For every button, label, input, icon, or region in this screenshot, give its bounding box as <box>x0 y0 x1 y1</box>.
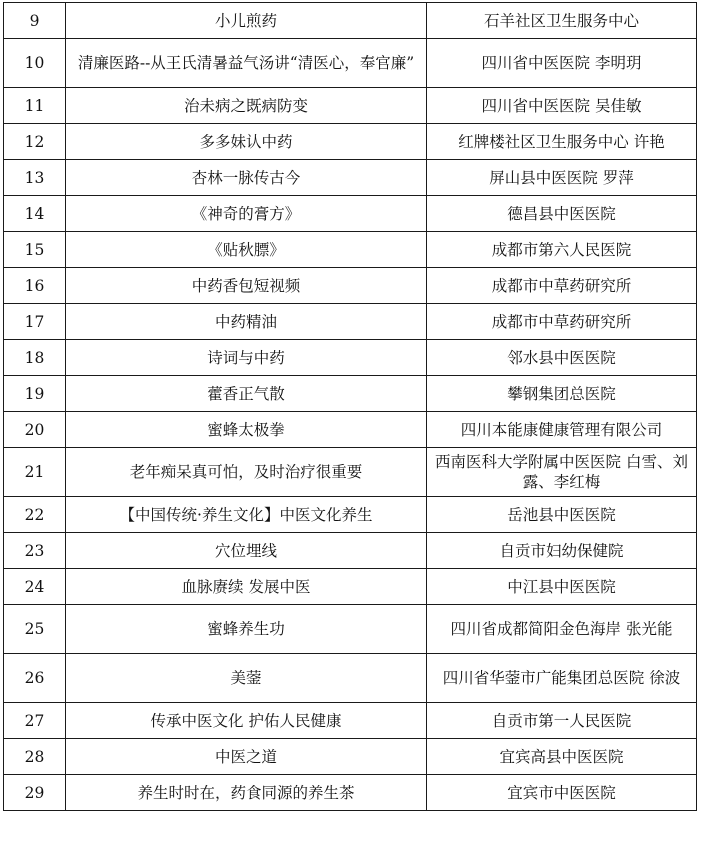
organization-cell: 四川本能康健康管理有限公司 <box>427 412 697 448</box>
organization-cell: 中江县中医医院 <box>427 569 697 605</box>
table-row <box>4 376 697 412</box>
row-number-cell: 22 <box>4 497 66 533</box>
organization-cell: 成都市第六人民医院 <box>427 232 697 268</box>
program-title-cell: 多多妹认中药 <box>66 124 427 160</box>
table-row <box>4 739 697 775</box>
organization-cell: 宜宾高县中医医院 <box>427 739 697 775</box>
program-title-cell: 杏林一脉传古今 <box>66 160 427 196</box>
program-title-cell: 中医之道 <box>66 739 427 775</box>
table-row <box>4 497 697 533</box>
row-number-cell: 28 <box>4 739 66 775</box>
table-row <box>4 39 697 88</box>
organization-cell: 自贡市妇幼保健院 <box>427 533 697 569</box>
table-row <box>4 340 697 376</box>
organization-cell: 岳池县中医医院 <box>427 497 697 533</box>
row-number-cell: 15 <box>4 232 66 268</box>
organization-cell: 西南医科大学附属中医医院 白雪、刘露、李红梅 <box>427 448 697 497</box>
organization-cell: 四川省中医医院 吴佳敏 <box>427 88 697 124</box>
organization-cell: 成都市中草药研究所 <box>427 304 697 340</box>
organization-cell: 邻水县中医医院 <box>427 340 697 376</box>
row-number-cell: 12 <box>4 124 66 160</box>
program-title-cell: 养生时时在，药食同源的养生茶 <box>66 775 427 811</box>
program-title-cell: 中药精油 <box>66 304 427 340</box>
program-title-cell: 蜜蜂太极拳 <box>66 412 427 448</box>
program-title-cell: 中药香包短视频 <box>66 268 427 304</box>
table-row <box>4 605 697 654</box>
row-number-cell: 29 <box>4 775 66 811</box>
table-row <box>4 775 697 811</box>
program-title-cell: 传承中医文化 护佑人民健康 <box>66 703 427 739</box>
row-number-cell: 20 <box>4 412 66 448</box>
table-row <box>4 88 697 124</box>
row-number-cell: 21 <box>4 448 66 497</box>
program-title-cell: 《神奇的膏方》 <box>66 196 427 232</box>
program-title-cell: 血脉赓续 发展中医 <box>66 569 427 605</box>
table-row <box>4 703 697 739</box>
program-title-cell: 藿香正气散 <box>66 376 427 412</box>
table-row <box>4 3 697 39</box>
table-row <box>4 124 697 160</box>
program-title-cell: 穴位埋线 <box>66 533 427 569</box>
table-row <box>4 196 697 232</box>
program-title-cell: 《贴秋膘》 <box>66 232 427 268</box>
program-title-cell: 小儿煎药 <box>66 3 427 39</box>
row-number-cell: 23 <box>4 533 66 569</box>
organization-cell: 四川省中医医院 李明玥 <box>427 39 697 88</box>
program-title-cell: 治未病之既病防变 <box>66 88 427 124</box>
row-number-cell: 9 <box>4 3 66 39</box>
row-number-cell: 26 <box>4 654 66 703</box>
program-title-cell: 清廉医路--从王氏清暑益气汤讲“清医心，奉官廉” <box>66 39 427 88</box>
program-title-cell: 美蓥 <box>66 654 427 703</box>
row-number-cell: 18 <box>4 340 66 376</box>
table-row <box>4 232 697 268</box>
organization-cell: 四川省成都简阳金色海岸 张光能 <box>427 605 697 654</box>
program-title-cell: 【中国传统·养生文化】中医文化养生 <box>66 497 427 533</box>
program-title-cell: 老年痴呆真可怕，及时治疗很重要 <box>66 448 427 497</box>
organization-cell: 宜宾市中医医院 <box>427 775 697 811</box>
row-number-cell: 19 <box>4 376 66 412</box>
row-number-cell: 14 <box>4 196 66 232</box>
table-row <box>4 654 697 703</box>
row-number-cell: 11 <box>4 88 66 124</box>
organization-cell: 成都市中草药研究所 <box>427 268 697 304</box>
program-title-cell: 蜜蜂养生功 <box>66 605 427 654</box>
row-number-cell: 17 <box>4 304 66 340</box>
row-number-cell: 25 <box>4 605 66 654</box>
organization-cell: 四川省华蓥市广能集团总医院 徐波 <box>427 654 697 703</box>
award-list-table <box>3 2 697 811</box>
table-row <box>4 533 697 569</box>
table-row <box>4 160 697 196</box>
table-row <box>4 448 697 497</box>
table-row <box>4 412 697 448</box>
table-row <box>4 569 697 605</box>
organization-cell: 德昌县中医医院 <box>427 196 697 232</box>
organization-cell: 攀钢集团总医院 <box>427 376 697 412</box>
organization-cell: 红牌楼社区卫生服务中心 许艳 <box>427 124 697 160</box>
organization-cell: 石羊社区卫生服务中心 <box>427 3 697 39</box>
row-number-cell: 16 <box>4 268 66 304</box>
row-number-cell: 27 <box>4 703 66 739</box>
table-body <box>4 3 697 811</box>
organization-cell: 屏山县中医医院 罗萍 <box>427 160 697 196</box>
row-number-cell: 13 <box>4 160 66 196</box>
row-number-cell: 10 <box>4 39 66 88</box>
program-title-cell: 诗词与中药 <box>66 340 427 376</box>
row-number-cell: 24 <box>4 569 66 605</box>
table-row <box>4 268 697 304</box>
table-row <box>4 304 697 340</box>
organization-cell: 自贡市第一人民医院 <box>427 703 697 739</box>
